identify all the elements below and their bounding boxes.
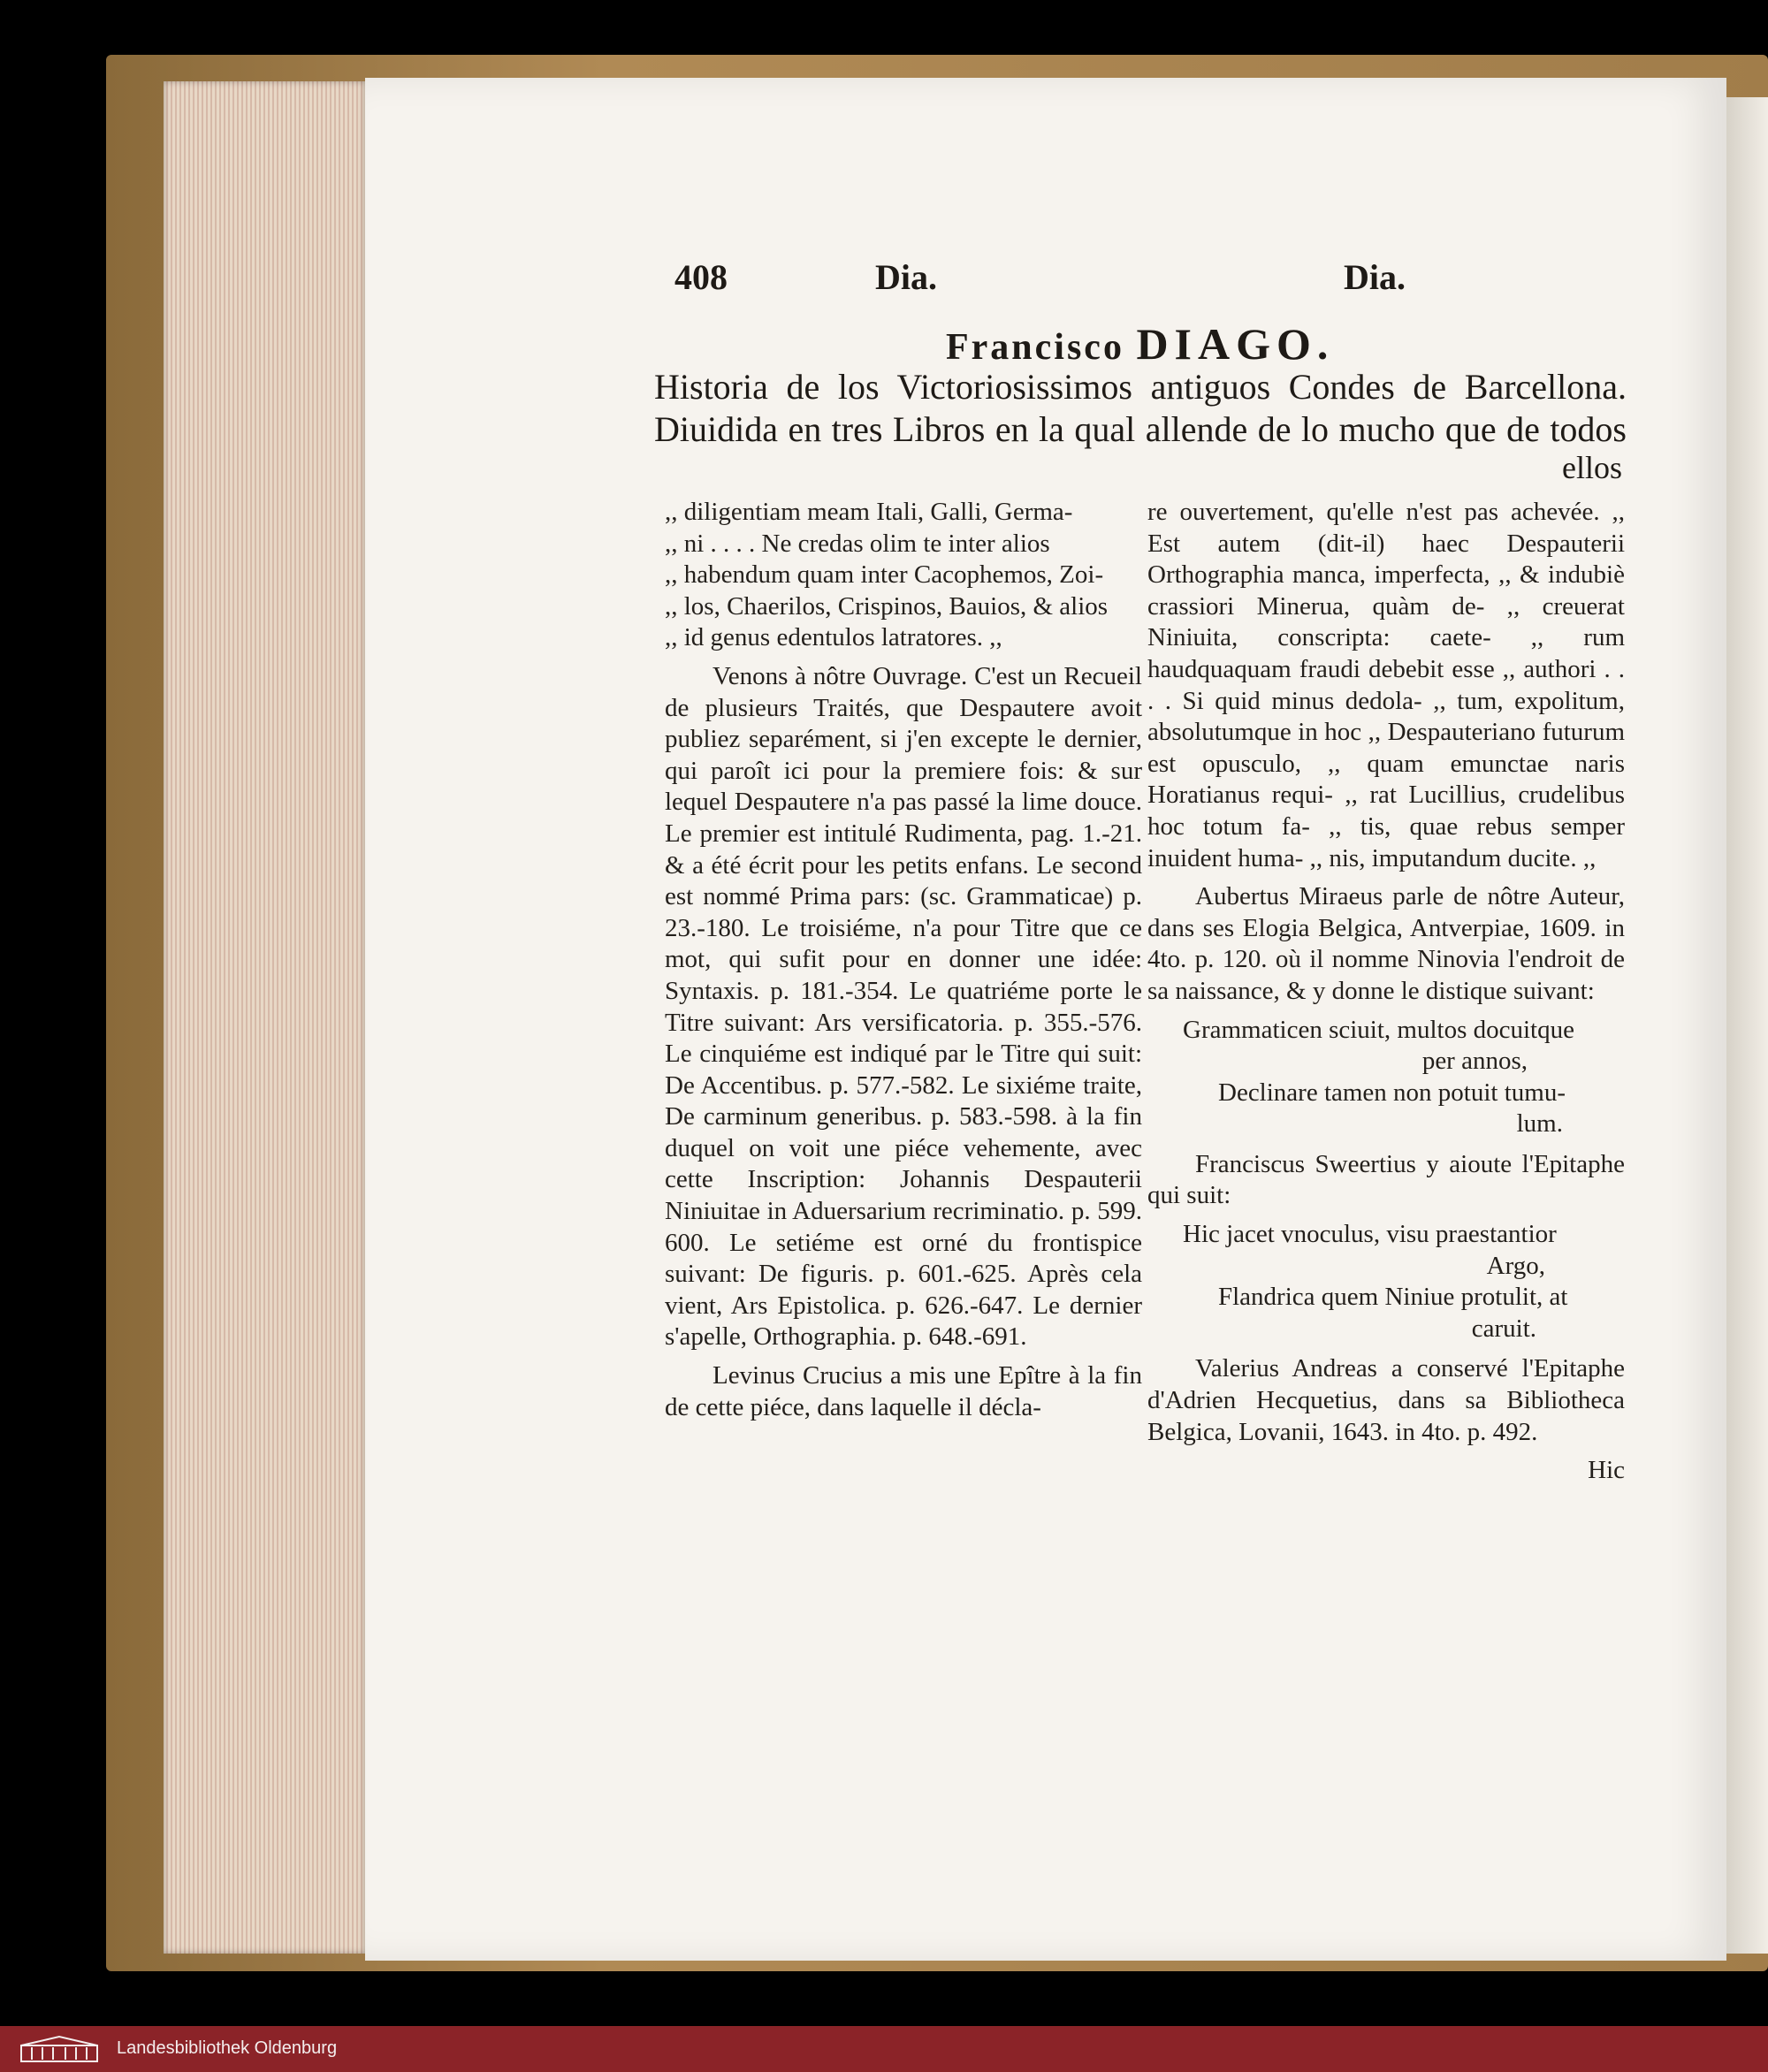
quote-line: ,, id genus edentulos latratores. ,, <box>665 623 1002 652</box>
entry-author <box>946 318 1334 369</box>
catchword: Hic <box>1588 1456 1625 1485</box>
quote-line: ,, diligentiam meam Itali, Galli, Germa- <box>665 498 1073 526</box>
entry-title <box>654 366 1627 451</box>
verse-distich <box>1147 1015 1625 1140</box>
title-catchword: ellos <box>1562 450 1622 485</box>
running-head-left: Dia. <box>875 257 937 297</box>
page-edges <box>164 81 365 1954</box>
body-paragraph: Levinus Crucius a mis une Epître à la fin de cette piéce, dans laquelle il décla- <box>665 1361 1142 1421</box>
running-head-right: Dia. <box>1344 257 1406 297</box>
right-column <box>1147 497 1625 1487</box>
body-paragraph: Franciscus Sweertius y aioute l'Epitaphe qui suit: <box>1147 1149 1625 1210</box>
verse-epitaph <box>1147 1219 1625 1345</box>
library-name: Landesbibliothek Oldenburg <box>117 2038 338 2058</box>
body-paragraph: Aubertus Miraeus parle de nôtre Auteur, dans ses Elogia Belgica, Antverpiae, 1609. in 4to. p. 120. où il nomme Ninovia l'endroit de sa naissance, & y donne le distique suivant: <box>1147 882 1625 1005</box>
library-building-icon <box>19 2035 99 2063</box>
footer-bar <box>0 2026 1768 2072</box>
body-paragraph: re ouvertement, qu'elle n'est pas achevée. ,, Est autem (dit-il) haec Despauterii Orthographia manca, imperfecta, ,, & indubiè crassiori Minerua, quàm de- ,, creuerat Niniuita, conscripta: caete- ,, rum haudquaquam fraudi debebit esse ,, authori . . . . Si quid minus dedola- ,, tum, expolitum, absolutumque in hoc ,, Despauteriano futurum est opusculo, ,, quam emunctae naris Horatianus requi- ,, rat Lucillius, crudelibus hoc totum fa- ,, tis, quae rebus semper inuident huma- ,, nis, imputandum ducite. ,, <box>1147 498 1625 872</box>
verse-line: Grammaticen sciuit, multos docuitque <box>1183 1015 1574 1044</box>
quote-block <box>665 497 1142 654</box>
verse-continuation: Argo, <box>1486 1251 1545 1280</box>
verse-continuation: caruit. <box>1471 1314 1536 1343</box>
title-line-2: Diuidida en tres Libros en la qual allende de lo mucho que de todos <box>654 409 1627 449</box>
quote-line: ,, habendum quam inter Cacophemos, Zoi- <box>665 560 1104 590</box>
verse-continuation: lum. <box>1516 1109 1563 1139</box>
verse-continuation: per annos, <box>1421 1047 1528 1076</box>
verse-line: Hic jacet vnoculus, visu praestantior <box>1183 1220 1557 1249</box>
author-first-name: Francisco <box>946 327 1124 368</box>
left-column <box>665 497 1142 1430</box>
quote-line: ,, los, Chaerilos, Crispinos, Bauios, & alios <box>665 591 1109 621</box>
body-paragraph: Venons à nôtre Ouvrage. C'est un Recueil de plusieurs Traités, que Despautere avoit publiez separément, si j'en excepte le dernier, qui paroît ici pour la premiere fois: & sur lequel Despautere n'a pas passé la lime douce. Le premier est intitulé Rudimenta, pag. 1.-21. & a été écrit pour les petits enfans. Le second est nommé Prima pars: (sc. Grammaticae) p. 23.-180. Le troisiéme, n'a pour Titre que ce mot, qui sufit pour en donner une idée: Syntaxis. p. 181.-354. Le quatriéme porte le Titre suivant: Ars versificatoria. p. 355.-576. Le cinquiéme est indiqué par le Titre qui suit: De Accentibus. p. 577.-582. Le sixiéme traite, De carminum generibus. p. 583.-598. à la fin duquel on voit une piéce vehemente, avec cette Inscription: Johannis Despauterii Niniuitae in Aduersarium recriminatio. p. 599. 600. Le setiéme est orné du frontispice suivant: De figuris. p. 601.-625. Après cela vient, Ars Epistolica. p. 626.-647. Le dernier s'apelle, Orthographia. p. 648.-691. <box>665 661 1142 1352</box>
facing-page-edge <box>1726 97 1768 1954</box>
verse-line: Declinare tamen non potuit tumu- <box>1218 1078 1566 1107</box>
title-line-1: Historia de los Victoriosissimos antiguos Condes de Barcellona. <box>654 367 1627 407</box>
quote-line: ,, ni . . . . Ne credas olim te inter alios <box>665 529 1050 558</box>
body-paragraph: Valerius Andreas a conservé l'Epitaphe d'Adrien Hecquetius, dans sa Bibliotheca Belgica, Lovanii, 1643. in 4to. p. 492. <box>1147 1354 1625 1446</box>
author-last-name: DIAGO. <box>1136 319 1335 369</box>
verse-line: Flandrica quem Niniue protulit, at <box>1218 1283 1568 1312</box>
page-number: 408 <box>674 257 728 297</box>
